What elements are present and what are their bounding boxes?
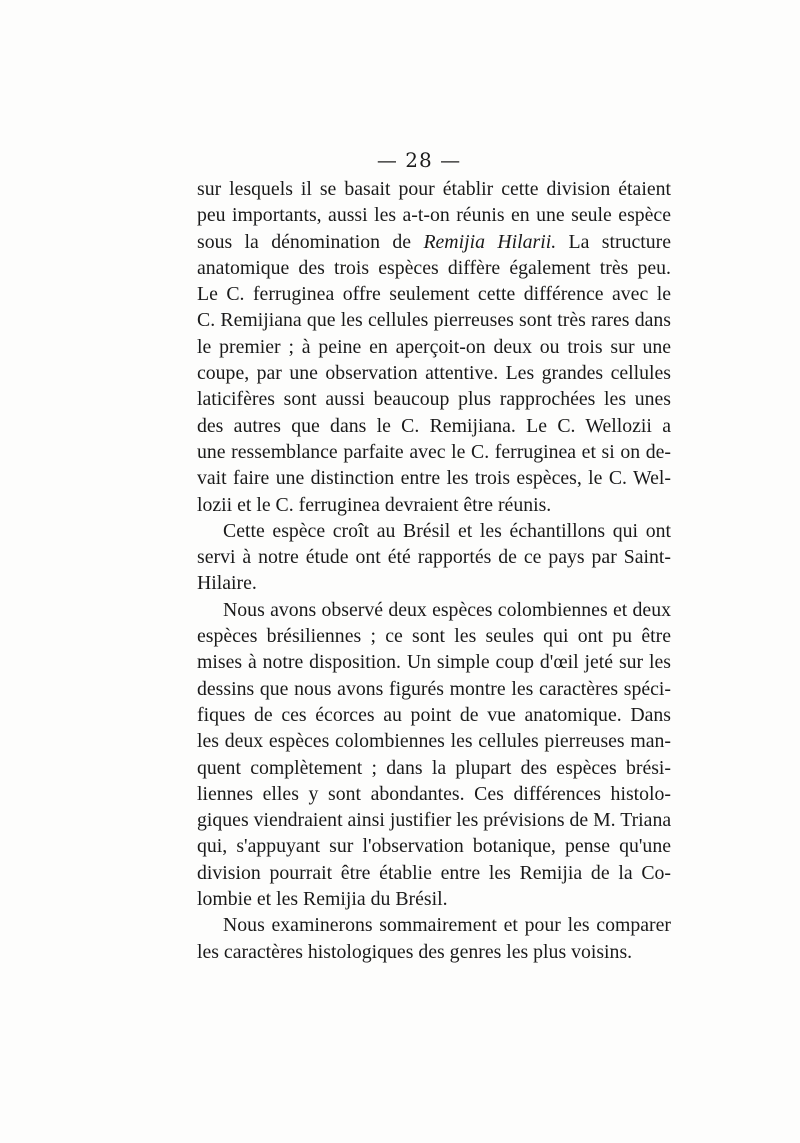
text-line: Nous examinerons sommairement et pour les comparer (223, 914, 671, 937)
text-segment: sous la dénomination de (197, 230, 424, 253)
text-line: des autres que dans le C. Remijiana. Le C. Wellozii a (197, 414, 671, 437)
text-line: Le C. ferruginea offre seulement cette différence avec le (197, 283, 671, 306)
text-line: espèces brésiliennes ; ce sont les seules qui ont pu être (197, 625, 671, 648)
text-line: division pourrait être établie entre les Remijia de la Co- (197, 861, 671, 884)
text-line: quent complètement ; dans la plupart des espèces brési- (197, 756, 671, 779)
text-line: le premier ; à peine en aperçoit-on deux ou trois sur une (197, 335, 671, 358)
text-line: dessins que nous avons figurés montre les caractères spéci- (197, 677, 671, 700)
text-line: vait faire une distinction entre les trois espèces, le C. Wel- (197, 467, 671, 490)
text-line: anatomique des trois espèces diffère également très peu. (197, 256, 671, 279)
text-line: servi à notre étude ont été rapportés de ce pays par Saint- (197, 546, 671, 569)
text-line: qui, s'appuyant sur l'observation botanique, pense qu'une (197, 835, 671, 858)
text-line: peu importants, aussi les a-t-on réunis en une seule espèce (197, 204, 671, 227)
text-line: une ressemblance parfaite avec le C. ferruginea et si on de- (197, 440, 671, 463)
text-line: C. Remijiana que les cellules pierreuses sont très rares dans (197, 309, 671, 332)
text-line: fiques de ces écorces au point de vue anatomique. Dans (197, 703, 671, 726)
text-line: lozii et le C. ferruginea devraient être réunis. (197, 493, 552, 516)
text-line: lombie et les Remijia du Brésil. (197, 888, 448, 911)
text-line: Cette espèce croît au Brésil et les échantillons qui ont (223, 519, 671, 542)
body-text (197, 176, 671, 965)
text-line: Hilaire. (197, 572, 257, 595)
text-line: coupe, par une observation attentive. Les grandes cellules (197, 362, 671, 385)
text-segment: La structure (556, 230, 671, 253)
text-line-with-italic (197, 229, 671, 255)
text-line: Nous avons observé deux espèces colombiennes et deux (223, 598, 671, 621)
species-name-italic: Remijia Hilarii. (423, 230, 557, 253)
page-number: — 28 — (376, 148, 462, 172)
text-line: les caractères histologiques des genres les plus voisins. (197, 940, 633, 963)
text-line: laticifères sont aussi beaucoup plus rapprochées les unes (197, 388, 671, 411)
text-line: sur lesquels il se basait pour établir cette division étaient (197, 178, 671, 200)
text-line: liennes elles y sont abondantes. Ces différences histolo- (197, 782, 671, 805)
text-line: mises à notre disposition. Un simple coup d'œil jeté sur les (197, 651, 671, 674)
text-line: les deux espèces colombiennes les cellules pierreuses man- (197, 730, 671, 753)
text-line: giques viendraient ainsi justifier les prévisions de M. Triana (197, 809, 672, 832)
